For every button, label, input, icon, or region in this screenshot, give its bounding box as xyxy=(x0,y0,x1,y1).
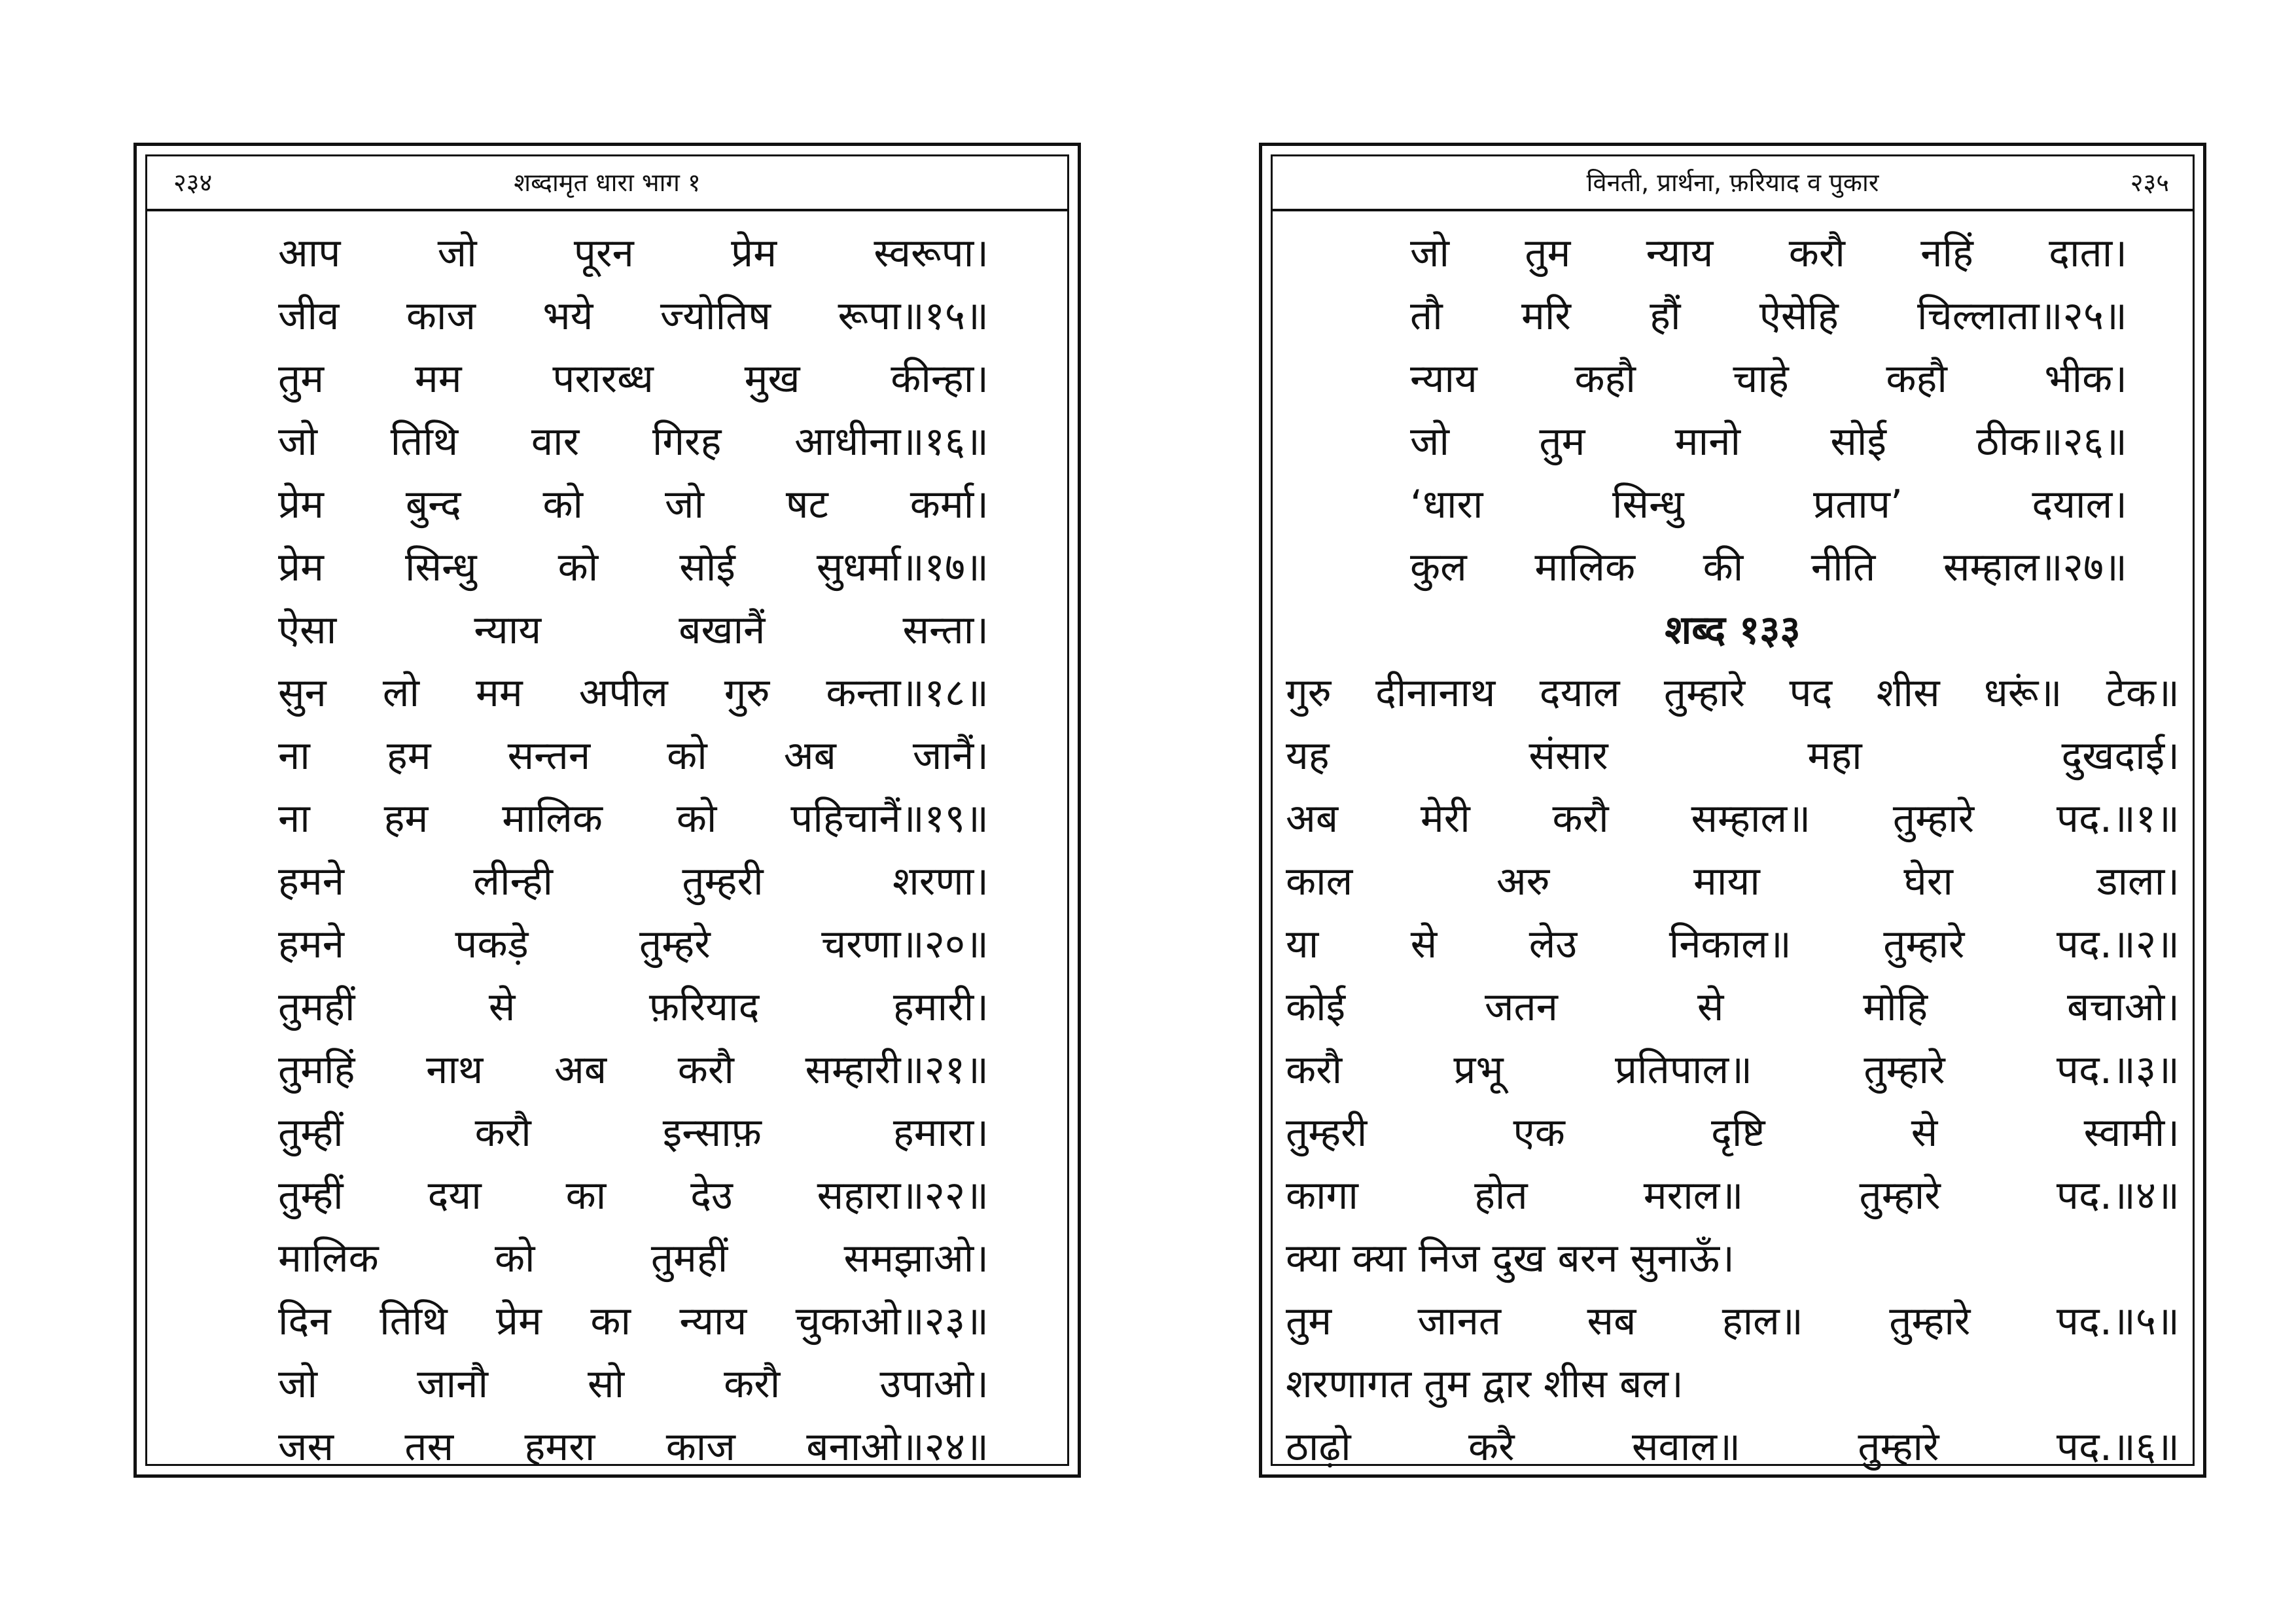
verse-line: तुम्हरी एक दृष्टि से स्वामी। xyxy=(1286,1110,2180,1156)
verse-line: ना हम मालिक को पहिचानैं॥१९॥ xyxy=(278,796,989,842)
left-page-frame xyxy=(145,154,1069,1470)
verse-line: जो जानौ सो करौ उपाओ। xyxy=(278,1361,989,1407)
right-page-number: २३५ xyxy=(2130,168,2169,197)
left-page-number: २३४ xyxy=(173,168,213,197)
refrain-line: गुरु दीनानाथ दयाल तुम्हारे पद शीस धरूं॥ टेक॥ xyxy=(1286,670,2180,716)
verse-line: काल अरु माया घेरा डाला। xyxy=(1286,859,2180,904)
verse-line: जीव काज भये ज्योतिष रूपा॥१५॥ xyxy=(278,293,989,339)
right-page xyxy=(1259,143,2206,1478)
shabd-heading: शब्द १३३ xyxy=(1665,607,1801,653)
verse-line: आप जो पूरन प्रेम स्वरूपा। xyxy=(278,230,989,276)
verse-line: कागा होत मराल॥ तुम्हारे पद.॥४॥ xyxy=(1286,1173,2180,1219)
verse-line: तुम्हीं दया का देउ सहारा॥२२॥ xyxy=(278,1173,989,1219)
verse-line: तुमहिं नाथ अब करौ सम्हारी॥२१॥ xyxy=(278,1047,989,1093)
verse-line: प्रेम सिन्धु को सोई सुधर्मा॥१७॥ xyxy=(278,544,989,590)
verse-line: तुमहीं से फ़रियाद हमारी। xyxy=(278,984,989,1030)
verse-line: ऐसा न्याय बखानैं सन्ता। xyxy=(278,607,989,653)
verse-line: करौ प्रभू प्रतिपाल॥ तुम्हारे पद.॥३॥ xyxy=(1286,1047,2180,1093)
right-page-header xyxy=(1273,156,2193,211)
verse-line: जो तुम मानो सोई ठीक॥२६॥ xyxy=(1410,419,2127,465)
verse-line: ‘धारा सिन्धु प्रताप’ दयाल। xyxy=(1410,482,2127,527)
verse-line: जो तुम न्याय करौ नहिं दाता। xyxy=(1410,230,2127,276)
left-page-header xyxy=(147,156,1067,211)
verse-line: जो तिथि वार गिरह आधीना॥१६॥ xyxy=(278,419,989,465)
verse-line: अब मेरी करौ सम्हाल॥ तुम्हारे पद.॥१॥ xyxy=(1286,796,2180,842)
verse-line: सुन लो मम अपील गुरु कन्ता॥१८॥ xyxy=(278,670,989,716)
verse-line: तुम मम परारब्ध मुख कीन्हा। xyxy=(278,356,989,402)
verse-line: मालिक को तुमहीं समझाओ। xyxy=(278,1236,989,1281)
verse-line: हमने पकड़े तुम्हरे चरणा॥२०॥ xyxy=(278,921,989,967)
verse-line: तुम्हीं करौ इन्साफ़ हमारा। xyxy=(278,1110,989,1156)
verse-line: या से लेउ निकाल॥ तुम्हारे पद.॥२॥ xyxy=(1286,921,2180,967)
verse-line: तौ मरि हौं ऐसेहि चिल्लाता॥२५॥ xyxy=(1410,293,2127,339)
verse-line: कुल मालिक की नीति सम्हाल॥२७॥ xyxy=(1410,544,2127,590)
verse-line: कोई जतन से मोहि बचाओ। xyxy=(1286,984,2180,1030)
verse-line: ना हम सन्तन को अब जानैं। xyxy=(278,733,989,779)
verse-line: प्रेम बुन्द को जो षट कर्मा। xyxy=(278,482,989,527)
right-header-title: विनती, प्रार्थना, फ़रियाद व पुकार xyxy=(1586,168,1879,197)
verse-line: दिन तिथि प्रेम का न्याय चुकाओ॥२३॥ xyxy=(278,1298,989,1344)
verse-line: न्याय कहौ चाहे कहौ भीक। xyxy=(1410,356,2127,402)
verse-line: क्या क्या निज दुख बरन सुनाऊँ। xyxy=(1286,1236,1735,1281)
right-page-frame xyxy=(1271,154,2195,1470)
verse-line: शरणागत तुम द्वार शीस बल। xyxy=(1286,1361,1684,1407)
left-page xyxy=(133,143,1081,1478)
verse-line: तुम जानत सब हाल॥ तुम्हारे पद.॥५॥ xyxy=(1286,1298,2180,1344)
verse-line: हमने लीन्ही तुम्हरी शरणा। xyxy=(278,859,989,904)
verse-line: यह संसार महा दुखदाई। xyxy=(1286,733,2180,779)
verse-line: जस तस हमरा काज बनाओ॥२४॥ xyxy=(278,1424,989,1470)
left-header-title: शब्दामृत धारा भाग १ xyxy=(514,168,701,197)
verse-line: ठाढ़ो करै सवाल॥ तुम्हारे पद.॥६॥ xyxy=(1286,1424,2180,1470)
